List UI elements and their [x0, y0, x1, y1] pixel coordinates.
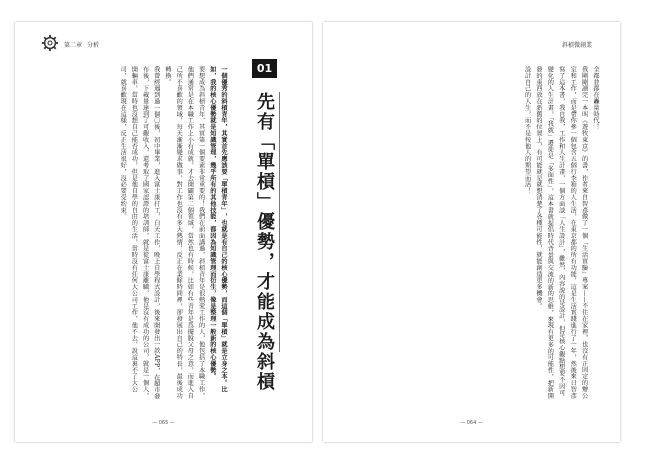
title-divider: [279, 92, 280, 352]
paragraph: 設計自己的人生，而不是按他人的期望而活！: [523, 66, 531, 194]
paragraph: 我剛剛讀完一本叫《遊牧東京》的書，作者來自智彥做了一個「生活實驗」專案——不住在家裡，也沒有正固定的辦公室和工作，而是帶你參一個包含五個行李箱的人生活，在東京都的所有功能，這是生活實踐進行了一年，然後來日智彥寫了這本書，我自我，工作和人生計畫，一個方面談「人生設計」，雖然，內容說的是設計，但是核心觀點想要不因可變化的人生計畫，「我就」遷徙是「多面性」，這本書就提倡時代背景與交流的新的思維，來現有更多的可能性，把新開發的東西放在新舊的位置上，有可能就是就想清楚了各種可能性，就能創造更多機會。: [534, 66, 588, 399]
right-page: [323, 22, 620, 442]
right-body-text: [345, 66, 601, 402]
page-number: — 064 —: [460, 420, 483, 426]
paragraph: 全都並都在轟量時代！: [592, 66, 599, 130]
left-body-text: [33, 66, 229, 402]
left-page: [15, 22, 312, 442]
paragraph: 要想成為斜槓青年，其實第一個要素非常重要的！我們在前面講過，斜槓青年是很熱愛工作的人，他包括了本職工作，他們通常是在本職工作上小有成就，才去開闢第二個領域，當然也有時候，比如有些青年是爲擺脫父母之意，而進入自己所不喜歡的領域，每天漸漸變求做事，對工作也沒有多大熱情，反正在業餘時間裡，卻發展出自己的特長，最後成功轉換。: [163, 66, 205, 399]
gear-icon: [41, 34, 59, 52]
paragraph: 一個優秀的斜槓青年，其實首先應該要「單槓青年」，也就是有自己的核心優勢，而這個「單槓」就是立身之本。比如，我的核心優勢就是知識管理，幾乎所有的其他技能，都因為知識管理而衍生，像是整理一般新的核心優勢。: [208, 66, 227, 393]
page-number: — 065 —: [152, 420, 175, 426]
chapter-label: 第二章: [64, 42, 83, 49]
section-number: 01: [252, 59, 277, 78]
paragraph: 我曾經遇到過一個〇後，初中畢業，進入富士康打工，白天工作，晚上自學程式設計，後來開發出一款APP，在超市發布後，下載量達到了可觀收入，還考取了國家認證的培訓師，就是從富士康離職，他是沒有成功的公司，就是一個人，開輛車，當時也沒想自己能否成功，但是他自學的自由的生活，當時沒有任何大公司工作，他不去，說這裏不了大公司，就喜歡現在這樣，反正生活很好，沒必要受約束。: [119, 66, 160, 400]
chapter-title: 分析: [87, 42, 100, 49]
book-title: 斜槓微創業: [561, 42, 592, 49]
section-title: 先有「單槓」優勢，才能成為斜槓: [254, 92, 275, 392]
